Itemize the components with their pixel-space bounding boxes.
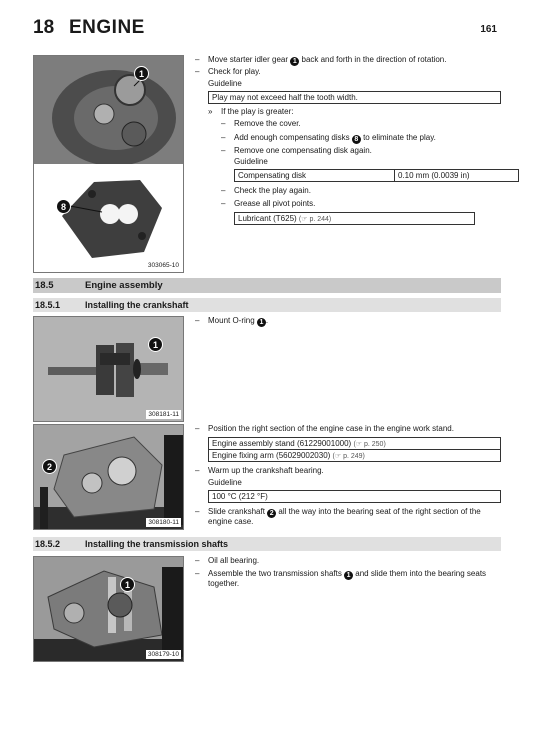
callout-1-shafts: 1: [120, 577, 135, 592]
step-mount-oring: – Mount O-ring 1 .: [195, 316, 269, 326]
figure-idler-gear-illustration: [34, 56, 183, 272]
play-guideline-box: Play may not exceed half the tooth width.: [208, 91, 501, 104]
condition-play-greater: » If the play is greater:: [208, 107, 294, 116]
figure-transmission-shafts: [33, 556, 184, 662]
chapter-number: 18: [33, 17, 55, 38]
step-position-case: – Position the right section of the engine case in the engine work stand.: [195, 424, 454, 433]
figure-crankshaft-illustration: [34, 317, 183, 421]
lubricant-box: Lubricant (T625) (☞ p. 244): [234, 212, 475, 225]
step-move-idler-gear: – Move starter idler gear 1 back and forth in the direction of rotation.: [195, 55, 447, 65]
inline-callout-1: 1: [344, 571, 353, 580]
disk-label-cell: Compensating disk: [235, 170, 395, 181]
callout-1: 1: [134, 66, 149, 81]
temperature-box: 100 °C (212 °F): [208, 490, 501, 503]
figure-engine-case-illustration: [34, 425, 183, 529]
substep-grease-pivots: – Grease all pivot points.: [221, 199, 316, 208]
inline-callout-1: 1: [290, 57, 299, 66]
callout-2-crankshaft: 2: [42, 459, 57, 474]
chapter-title: ENGINE: [69, 17, 145, 38]
substep-remove-disk: – Remove one compensating disk again.: [221, 146, 372, 155]
lubricant-ref-link[interactable]: (☞ p. 244): [298, 216, 332, 223]
section-heading-installing-crankshaft: 18.5.1 Installing the crankshaft: [33, 298, 501, 312]
page-number: 161: [480, 24, 497, 35]
step-slide-crankshaft: – Slide crankshaft 2 all the way into the bearing seat of the right section of the: [195, 507, 481, 517]
inline-callout-2: 2: [267, 509, 276, 518]
inline-callout-1: 1: [257, 318, 266, 327]
guideline-label-2: Guideline: [234, 157, 268, 166]
callout-8: 8: [56, 199, 71, 214]
figure-id: 308181-11: [148, 411, 179, 418]
tool-fixing-arm-ref-link[interactable]: (☞ p. 249): [332, 453, 365, 460]
figure-id: 308179-10: [147, 651, 179, 658]
tool-assembly-stand-ref-link[interactable]: (☞ p. 250): [353, 441, 386, 448]
substep-check-play-again: – Check the play again.: [221, 186, 311, 195]
section-heading-engine-assembly: 18.5 Engine assembly: [33, 278, 501, 293]
figure-engine-case: [33, 424, 184, 530]
figure-id: 303065-10: [147, 262, 179, 269]
figure-idler-gear: [33, 55, 184, 273]
guideline-label-3: Guideline: [208, 478, 242, 487]
step-slide-crankshaft-line2: engine case.: [208, 517, 254, 526]
callout-1-oring: 1: [148, 337, 163, 352]
step-oil-bearing: – Oil all bearing.: [195, 556, 260, 565]
substep-remove-cover: – Remove the cover.: [221, 119, 301, 128]
figure-id: 308180-11: [148, 519, 179, 526]
figure-crankshaft: [33, 316, 184, 422]
step-assemble-shafts: – Assemble the two transmission shafts 1 and slide them into the bearing seats: [195, 569, 487, 579]
tool-assembly-stand: Engine assembly stand (61229001000) (☞ p. 250): [208, 437, 501, 450]
compensating-disk-table: [234, 169, 519, 182]
inline-callout-8: 8: [352, 135, 361, 144]
tool-fixing-arm: Engine fixing arm (56029002030) (☞ p. 249): [208, 449, 501, 462]
step-check-play: – Check for play.: [195, 67, 261, 76]
step-warm-bearing: – Warm up the crankshaft bearing.: [195, 466, 324, 475]
disk-value-cell: 0.10 mm (0.0039 in): [398, 171, 470, 180]
section-heading-transmission-shafts: 18.5.2 Installing the transmission shafts: [33, 537, 501, 551]
substep-add-disks: – Add enough compensating disks 8 to eliminate the play.: [221, 133, 436, 143]
guideline-label: Guideline: [208, 79, 242, 88]
figure-transmission-shafts-illustration: [34, 557, 183, 661]
step-assemble-shafts-line2: together.: [208, 579, 240, 588]
